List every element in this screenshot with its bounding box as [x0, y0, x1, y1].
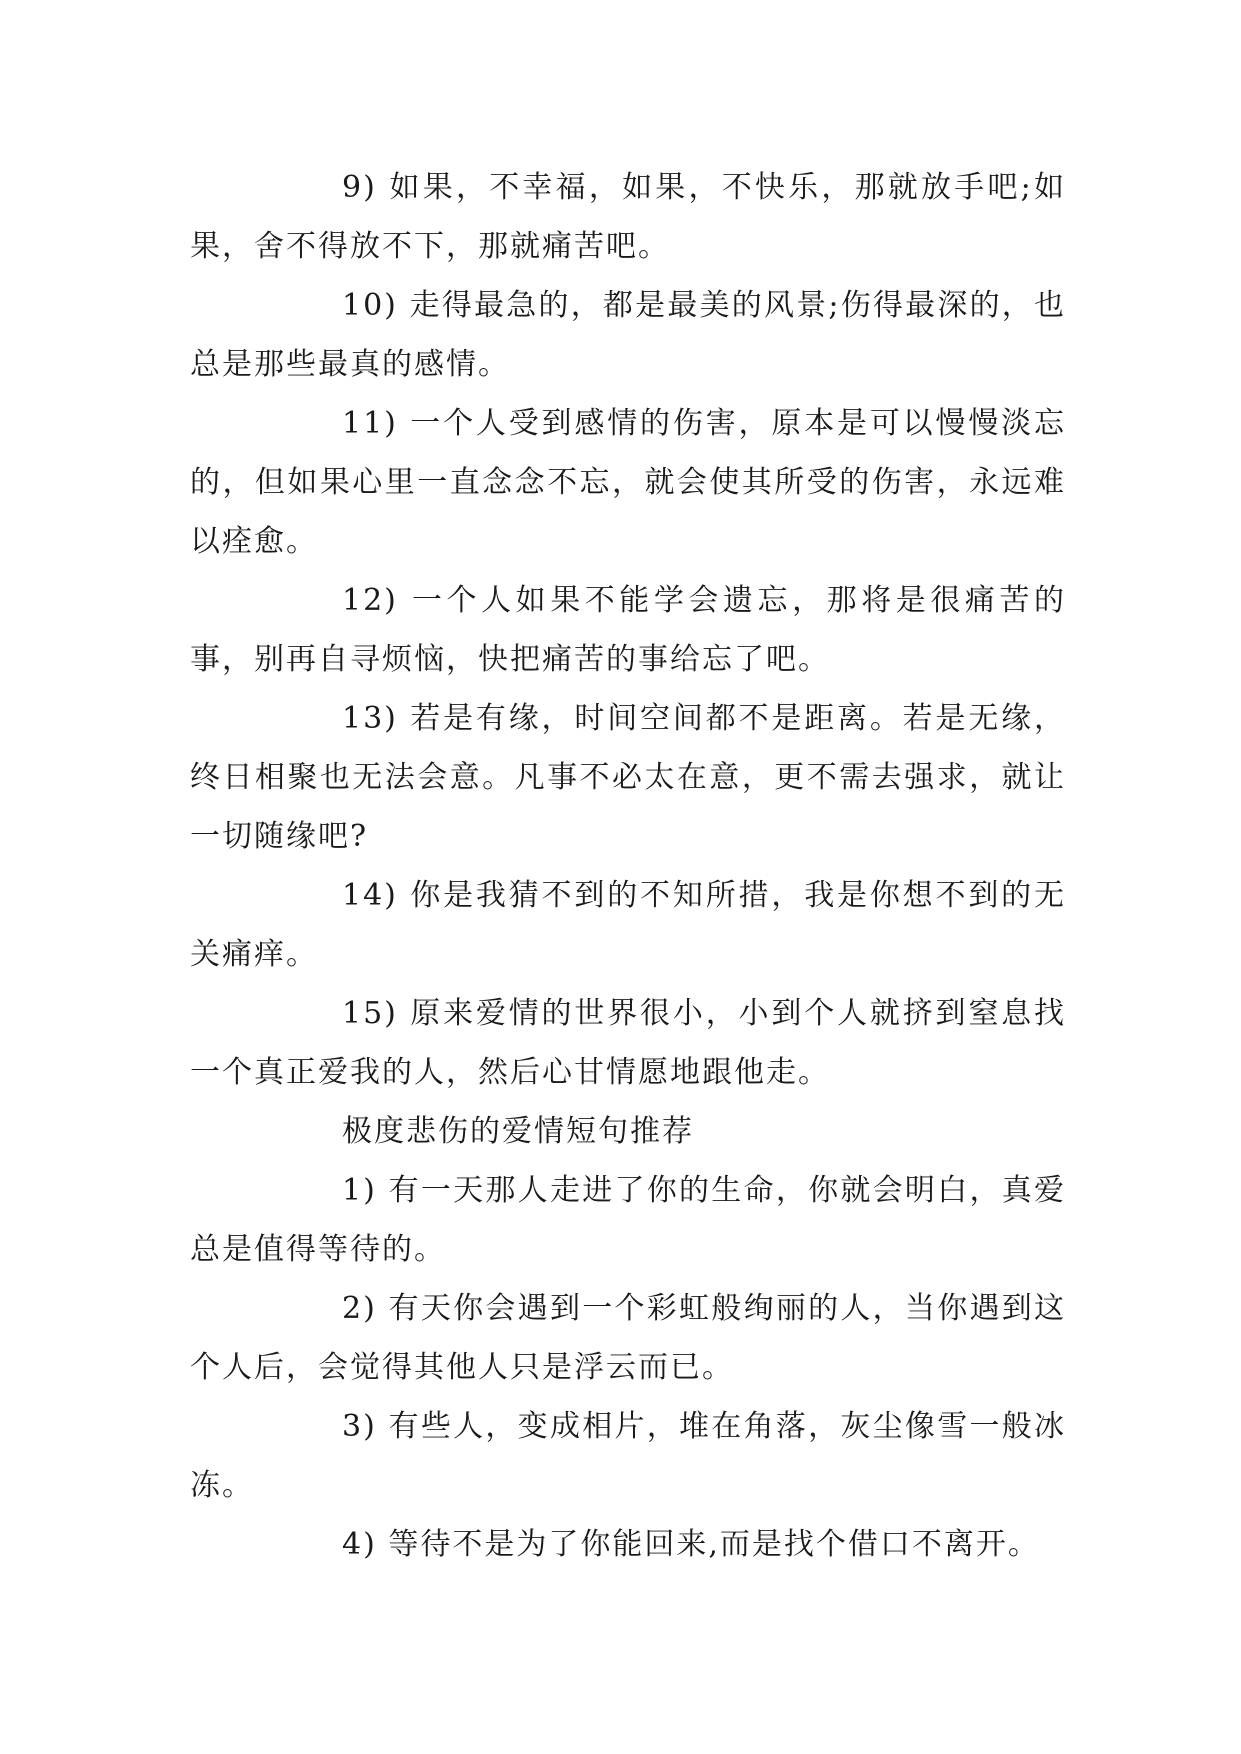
- paragraph-item-3: 3) 有些人，变成相片，堆在角落，灰尘像雪一般冰冻。: [190, 1409, 1066, 1503]
- paragraph-item-13: 13) 若是有缘，时间空间都不是距离。若是无缘，终日相聚也无法会意。凡事不必太在意，更不需去强求，就让一切随缘吧?: [190, 701, 1066, 854]
- paragraph-item-14: 14) 你是我猜不到的不知所措，我是你想不到的无关痛痒。: [190, 878, 1066, 972]
- paragraph-item-10: 10) 走得最急的，都是最美的风景;伤得最深的，也总是那些最真的感情。: [190, 288, 1066, 382]
- paragraph-item-1: 1) 有一天那人走进了你的生命，你就会明白，真爱总是值得等待的。: [190, 1173, 1066, 1267]
- paragraph-item-15: 15) 原来爱情的世界很小，小到个人就挤到窒息找一个真正爱我的人，然后心甘情愿地跟他走。: [190, 996, 1066, 1090]
- paragraph-item-11: 11) 一个人受到感情的伤害，原本是可以慢慢淡忘的，但如果心里一直念念不忘，就会使其所受的伤害，永远难以痊愈。: [190, 406, 1066, 559]
- paragraph-item-12: 12) 一个人如果不能学会遗忘，那将是很痛苦的事，别再自寻烦恼，快把痛苦的事给忘了吧。: [190, 583, 1066, 677]
- paragraph-item-9: 9) 如果，不幸福，如果，不快乐，那就放手吧;如果，舍不得放不下，那就痛苦吧。: [190, 170, 1066, 264]
- section-heading: 极度悲伤的爱情短句推荐: [342, 1114, 694, 1149]
- document-body: [190, 158, 1066, 1574]
- paragraph-item-4: 4) 等待不是为了你能回来,而是找个借口不离开。: [342, 1527, 1040, 1562]
- paragraph-item-2: 2) 有天你会遇到一个彩虹般绚丽的人，当你遇到这个人后，会觉得其他人只是浮云而已。: [190, 1291, 1066, 1385]
